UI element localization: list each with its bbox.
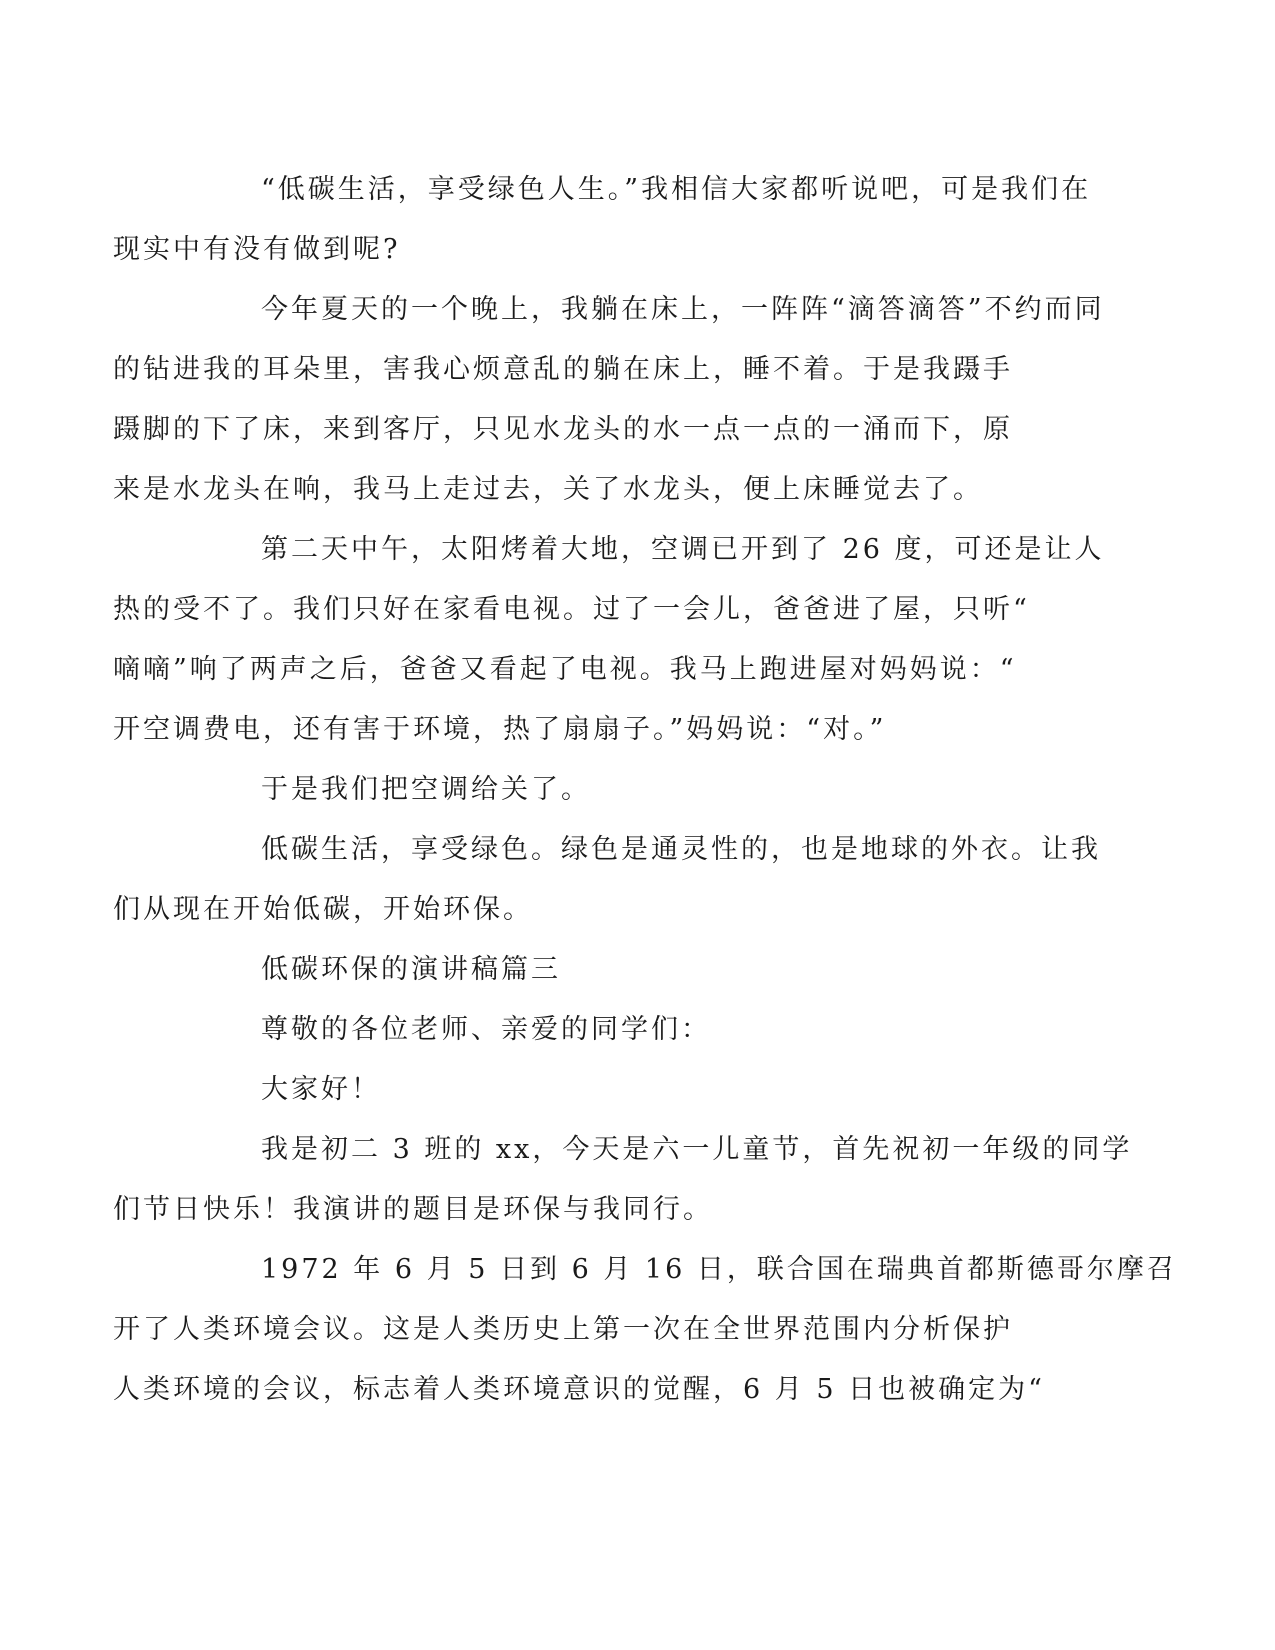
paragraph-line: 开空调费电，还有害于环境，热了扇扇子。”妈妈说：“对。” (113, 714, 887, 745)
paragraph-1 (113, 160, 1092, 280)
paragraph-line: “低碳生活，享受绿色人生。”我相信大家都听说吧，可是我们在 (261, 174, 1092, 205)
paragraph-4 (187, 760, 1067, 820)
paragraph-line: 蹑脚的下了床，来到客厅，只见水龙头的水一点一点的一涌而下，原 (113, 414, 1013, 445)
paragraph-7 (113, 1240, 1177, 1420)
paragraph-line: 来是水龙头在响，我马上走过去，关了水龙头，便上床睡觉去了。 (113, 474, 983, 505)
paragraph-6 (113, 1120, 1133, 1240)
paragraph-line: 人类环境的会议，标志着人类环境意识的觉醒，6 月 5 日也被确定为“ (113, 1374, 1045, 1405)
paragraph-line: 低碳生活，享受绿色。绿色是通灵性的，也是地球的外衣。让我 (261, 834, 1101, 865)
document-body (113, 160, 1177, 1420)
paragraph-line: 开了人类环境会议。这是人类历史上第一次在全世界范围内分析保护 (113, 1314, 1013, 1345)
paragraph-line: 们节日快乐！我演讲的题目是环保与我同行。 (113, 1194, 713, 1225)
section-heading-text: 低碳环保的演讲稿篇三 (261, 954, 561, 985)
paragraph-line: 我是初二 3 班的 xx，今天是六一儿童节，首先祝初一年级的同学 (261, 1134, 1133, 1165)
paragraph-line: 于是我们把空调给关了。 (261, 774, 591, 805)
salutation-text: 尊敬的各位老师、亲爱的同学们： (261, 1014, 711, 1045)
paragraph-3 (113, 520, 1105, 760)
paragraph-line: 嘀嘀”响了两声之后，爸爸又看起了电视。我马上跑进屋对妈妈说：“ (113, 654, 1017, 685)
paragraph-line: 1972 年 6 月 5 日到 6 月 16 日，联合国在瑞典首都斯德哥尔摩召 (261, 1254, 1177, 1285)
paragraph-line: 第二天中午，太阳烤着大地，空调已开到了 26 度，可还是让人 (261, 534, 1105, 565)
paragraph-line: 今年夏天的一个晚上，我躺在床上，一阵阵“滴答滴答”不约而同 (261, 294, 1105, 325)
paragraph-line: 的钻进我的耳朵里，害我心烦意乱的躺在床上，睡不着。于是我蹑手 (113, 354, 1013, 385)
section-heading (187, 940, 1067, 1000)
greeting-text: 大家好！ (261, 1074, 381, 1105)
paragraph-line: 们从现在开始低碳，开始环保。 (113, 894, 533, 925)
greeting (187, 1060, 1067, 1120)
paragraph-line: 现实中有没有做到呢? (113, 234, 401, 265)
paragraph-2 (113, 280, 1105, 520)
salutation (187, 1000, 1067, 1060)
paragraph-line: 热的受不了。我们只好在家看电视。过了一会儿，爸爸进了屋，只听“ (113, 594, 1030, 625)
paragraph-5 (113, 820, 1101, 940)
